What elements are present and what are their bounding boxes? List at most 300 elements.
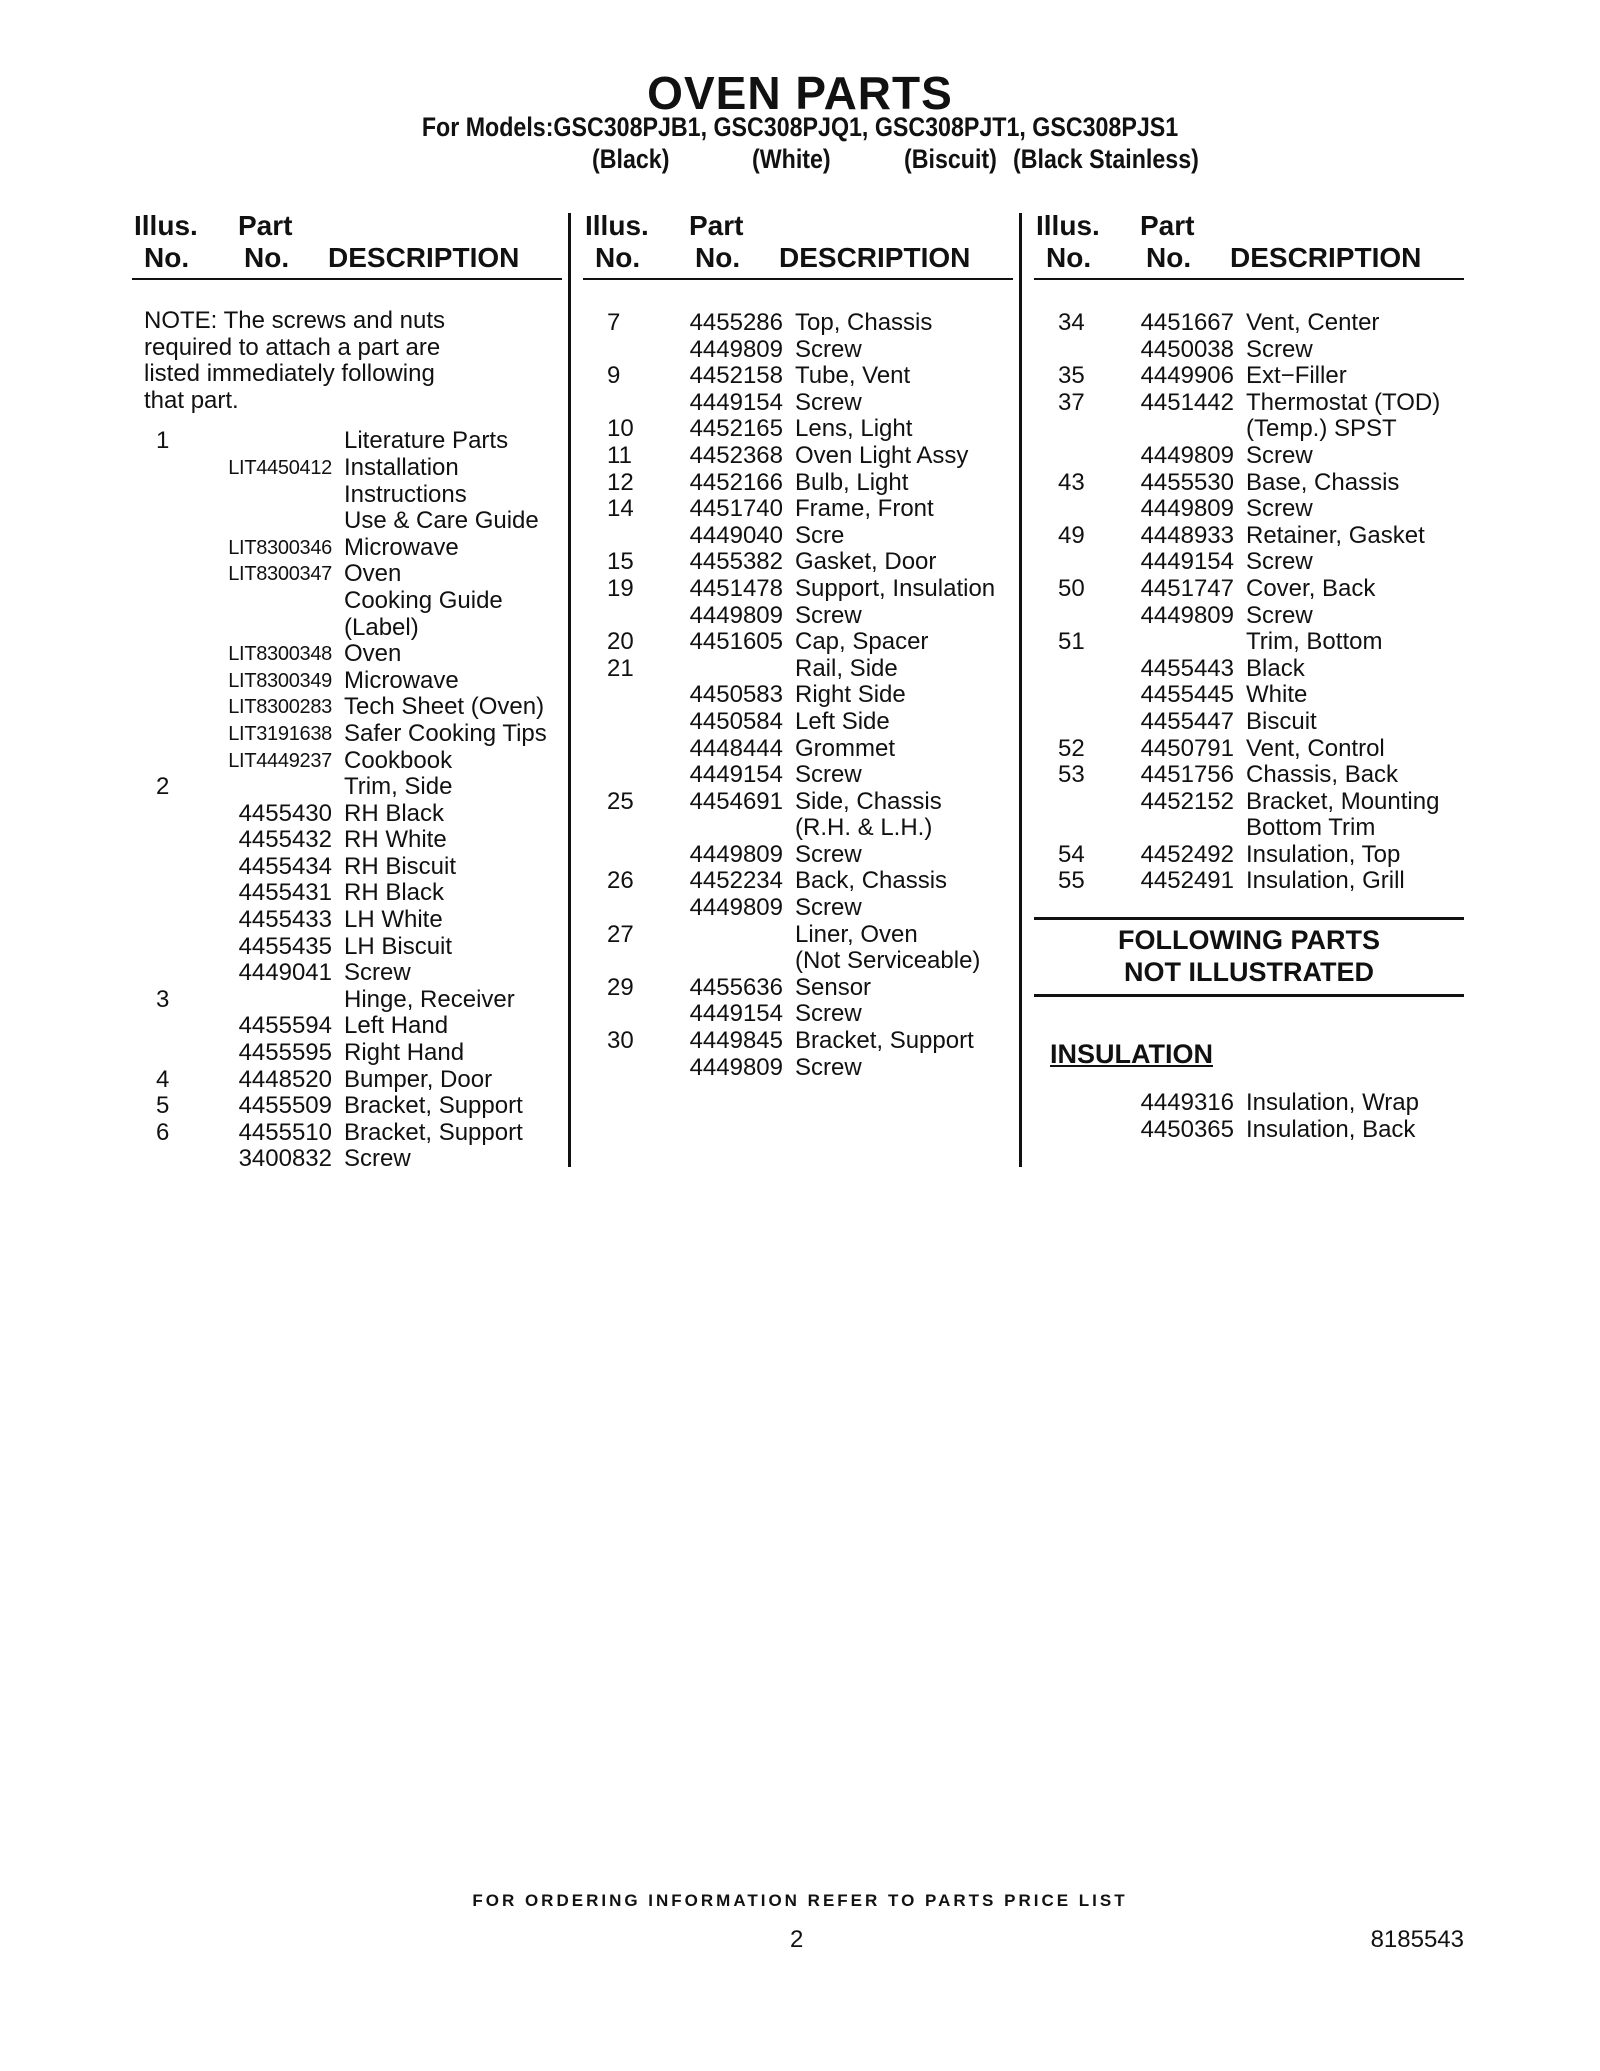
part-row [132,428,562,455]
part-row [1034,443,1464,470]
part-row [1034,603,1464,630]
part-row [1034,1090,1464,1117]
part-description: Chassis, Back [1246,761,1399,789]
illus-number: 29 [607,973,634,1001]
part-description: Left Hand [344,1012,449,1040]
part-row [1034,789,1464,816]
part-row [132,1120,562,1147]
part-number: 4452166 [689,468,783,496]
part-description: (Not Serviceable) [795,947,981,975]
part-row [1034,390,1464,417]
part-row [583,815,1013,842]
illus-number: 43 [1058,468,1085,496]
part-number: 4452491 [1140,867,1234,895]
part-number: LIT8300346 [228,536,332,559]
part-description: Screw [795,601,862,629]
part-description: Side, Chassis [795,787,942,815]
part-row [583,549,1013,576]
illus-number: 2 [156,773,170,801]
screws-note [144,308,562,414]
part-number: 4455509 [238,1092,332,1120]
part-description: Screw [1246,495,1313,523]
part-row [583,416,1013,443]
part-description: Ext−Filler [1246,362,1347,390]
part-number: 4449154 [689,761,783,789]
part-number: 4451667 [1140,309,1234,336]
part-description: Bracket, Support [344,1118,523,1146]
part-row [132,721,562,748]
part-row [1034,363,1464,390]
part-row [132,907,562,934]
part-number: 4455431 [238,879,332,907]
part-number: 4451442 [1140,388,1234,416]
part-description: Screw [344,1145,411,1173]
part-row [1034,868,1464,895]
part-row [1034,310,1464,337]
part-number: 4452165 [689,415,783,443]
illus-number: 54 [1058,840,1085,868]
part-row [132,1146,562,1173]
part-description: Instructions [344,480,467,508]
part-number: 4451740 [689,495,783,523]
illus-number: 10 [607,415,634,443]
part-description: Cookbook [344,746,453,774]
part-row [583,470,1013,497]
part-number: 4451478 [689,574,783,602]
part-row [583,390,1013,417]
part-number: 4449809 [689,840,783,868]
part-number: 4449845 [689,1027,783,1055]
illus-number: 19 [607,574,634,602]
illus-no-label: No. [595,242,641,273]
column-header [583,210,1013,280]
part-row [583,496,1013,523]
part-description: Scre [795,521,845,549]
part-description: Rail, Side [795,654,898,682]
part-label: Part [238,210,293,241]
part-row [1034,709,1464,736]
part-no-label: No. [244,242,290,273]
part-row [1034,470,1464,497]
part-number: 4449154 [1140,548,1234,576]
illus-number: 4 [156,1065,170,1093]
part-row [132,960,562,987]
part-row [583,310,1013,337]
part-description: Sensor [795,973,872,1001]
part-number: 4448444 [689,734,783,762]
part-number: 4450365 [1140,1115,1234,1143]
part-row [583,948,1013,975]
part-number: LIT8300348 [228,643,332,666]
part-row [132,1093,562,1120]
part-row [1034,496,1464,523]
parts-column-1 [132,210,562,1173]
color-white: (White) [752,144,831,174]
color-black: (Black) [592,144,670,174]
part-description: Screw [1246,441,1313,469]
parts-list [132,428,562,1173]
part-row [583,363,1013,390]
part-row [132,668,562,695]
parts-column-2 [583,210,1013,1081]
illus-number: 51 [1058,628,1085,656]
illus-no-label: No. [1046,242,1092,273]
part-description: Insulation, Back [1246,1115,1416,1143]
part-description: Bottom Trim [1246,814,1376,842]
part-description: Literature Parts [344,427,509,455]
part-description: RH Black [344,799,445,827]
part-row [583,443,1013,470]
illus-number: 15 [607,548,634,576]
part-description: Screw [795,388,862,416]
page-number: 2 [790,1926,804,1953]
part-description: Screw [795,761,862,789]
part-description: Liner, Oven [795,920,918,948]
part-row [132,615,562,642]
part-number: 4452158 [689,362,783,390]
illus-number: 7 [607,309,621,336]
part-row [583,656,1013,683]
part-row [132,561,562,588]
part-number: 4450791 [1140,734,1234,762]
not-illustrated-banner [1034,917,1464,997]
part-number: 4449040 [689,521,783,549]
part-row [1034,815,1464,842]
illus-number: 25 [607,787,634,815]
illus-number: 35 [1058,362,1085,390]
note-line: that part. [144,386,239,414]
part-number: 4449809 [1140,601,1234,629]
column-header [132,210,562,280]
part-row [1034,762,1464,789]
part-number: 4452368 [689,441,783,469]
part-description: Bracket, Support [795,1027,974,1055]
part-description: Screw [795,1053,862,1081]
illus-number: 14 [607,495,634,523]
description-label: DESCRIPTION [779,242,971,273]
part-number: 4449809 [689,1053,783,1081]
part-row [1034,549,1464,576]
column-divider [1019,213,1022,1167]
document-number: 8185543 [1370,1926,1464,1953]
part-row [583,1001,1013,1028]
part-description: Insulation, Wrap [1246,1089,1419,1117]
page-title: OVEN PARTS [647,67,953,119]
part-description: Top, Chassis [795,309,933,336]
part-description: Support, Insulation [795,574,996,602]
illus-number: 5 [156,1092,170,1120]
part-row [1034,416,1464,443]
part-description: RH Biscuit [344,852,457,880]
part-row [1034,682,1464,709]
part-row [132,535,562,562]
ordering-note: FOR ORDERING INFORMATION REFER TO PARTS PRICE LIST [472,1891,1128,1910]
part-description: Bracket, Support [344,1092,523,1120]
part-description: Screw [795,1000,862,1028]
part-row [583,709,1013,736]
part-description: Trim, Side [344,773,453,801]
part-number: 4450584 [689,707,783,735]
part-number: LIT8300283 [228,696,332,719]
part-row [583,842,1013,869]
part-row [583,629,1013,656]
description-label: DESCRIPTION [1230,242,1422,273]
part-description: Microwave [344,666,459,694]
part-description: Vent, Control [1246,734,1385,762]
part-description: Screw [1246,548,1313,576]
part-number: 4452234 [689,867,783,895]
illus-number: 11 [607,441,632,469]
part-number: 4452152 [1140,787,1234,815]
part-description: Use & Care Guide [344,507,539,535]
part-label: Part [689,210,744,241]
part-description: Insulation, Top [1246,840,1401,868]
part-row [132,748,562,775]
part-number: 4448520 [238,1065,332,1093]
part-number: 4455595 [238,1039,332,1067]
part-row [1034,842,1464,869]
part-number: 4451747 [1140,574,1234,602]
part-number: 4455445 [1140,681,1234,709]
part-description: Screw [795,335,862,363]
illus-number: 1 [156,427,170,455]
illus-label: Illus. [1036,210,1100,241]
part-row [132,880,562,907]
part-number: 4449041 [238,959,332,987]
part-description: Oven [344,640,402,668]
part-row [1034,576,1464,603]
part-number: 4449809 [689,601,783,629]
illus-number: 12 [607,468,634,496]
part-description: LH White [344,906,443,934]
part-description: Installation [344,453,459,481]
part-number: 4449154 [689,1000,783,1028]
part-number: 4455530 [1140,468,1234,496]
part-number: 3400832 [238,1145,332,1173]
part-description: Base, Chassis [1246,468,1400,496]
part-description: (Temp.) SPST [1246,415,1397,443]
part-description: Screw [795,894,862,922]
part-description: Retainer, Gasket [1246,521,1425,549]
part-description: Bumper, Door [344,1065,493,1093]
part-number: 4455432 [238,826,332,854]
part-row [583,762,1013,789]
part-number: 4450038 [1140,335,1234,363]
illus-number: 6 [156,1118,170,1146]
part-row [583,1055,1013,1082]
part-description: Lens, Light [795,415,913,443]
parts-column-3 [1034,210,1464,1143]
part-number: 4455636 [689,973,783,1001]
part-number: 4455382 [689,548,783,576]
part-description: Hinge, Receiver [344,985,515,1013]
part-row [132,774,562,801]
note-line: required to attach a part are [144,333,441,361]
column-header [1034,210,1464,280]
illus-label: Illus. [585,210,649,241]
part-row [583,576,1013,603]
banner-line: FOLLOWING PARTS [1118,925,1380,956]
part-description: Tech Sheet (Oven) [344,693,545,721]
illus-number: 52 [1058,734,1085,762]
part-description: Right Hand [344,1039,465,1067]
insulation-list [1034,1090,1464,1143]
part-row [583,736,1013,763]
part-description: Biscuit [1246,707,1317,735]
part-description: Microwave [344,533,459,561]
part-number: 4455447 [1140,707,1234,735]
part-description: Screw [344,959,411,987]
part-row [132,508,562,535]
part-row [132,694,562,721]
part-description: White [1246,681,1308,709]
part-row [132,1013,562,1040]
part-number: 4455435 [238,932,332,960]
part-description: Oven Light Assy [795,441,969,469]
part-description: Cover, Back [1246,574,1376,602]
part-row [583,682,1013,709]
part-row [132,934,562,961]
part-number: 4449906 [1140,362,1234,390]
part-number: 4455434 [238,852,332,880]
part-row [583,868,1013,895]
illus-number: 55 [1058,867,1085,895]
parts-list [1034,310,1464,895]
part-number: 4449316 [1140,1089,1234,1117]
part-description: Gasket, Door [795,548,937,576]
part-number: 4451756 [1140,761,1234,789]
part-number: 4455430 [238,799,332,827]
part-description: (Label) [344,613,419,641]
part-row [1034,337,1464,364]
part-description: Frame, Front [795,495,934,523]
illus-number: 30 [607,1027,634,1055]
part-number: 4450583 [689,681,783,709]
illus-number: 34 [1058,309,1085,336]
part-number: 4455443 [1140,654,1234,682]
part-number: LIT8300347 [228,563,332,586]
color-biscuit: (Biscuit) [904,144,997,174]
part-row [132,827,562,854]
part-row [583,895,1013,922]
part-no-label: No. [1146,242,1192,273]
part-description: Cooking Guide [344,586,503,614]
part-number: 4455286 [689,309,783,336]
part-number: 4455594 [238,1012,332,1040]
part-row [132,641,562,668]
part-description: Safer Cooking Tips [344,719,547,747]
color-black-stainless: (Black Stainless) [1013,144,1199,174]
banner-line: NOT ILLUSTRATED [1124,957,1374,988]
part-description: Insulation, Grill [1246,867,1405,895]
part-number: 4449809 [689,894,783,922]
illus-number: 9 [607,362,621,390]
part-number: LIT8300349 [228,669,332,692]
part-number: LIT4449237 [228,749,332,772]
color-list [0,144,1600,180]
part-number: LIT4450412 [228,456,332,479]
part-number: 4449809 [689,335,783,363]
insulation-heading: INSULATION [1050,1039,1213,1070]
description-label: DESCRIPTION [328,242,520,273]
parts-list [583,310,1013,1081]
part-row [583,523,1013,550]
part-number: 4449809 [1140,495,1234,523]
part-row [132,1040,562,1067]
part-description: Oven [344,560,402,588]
part-number: 4449154 [689,388,783,416]
part-description: Black [1246,654,1305,682]
part-row [1034,523,1464,550]
note-line: NOTE: The screws and nuts [144,307,446,334]
part-row [132,1067,562,1094]
part-description: Screw [795,840,862,868]
part-row [583,603,1013,630]
part-description: RH White [344,826,447,854]
part-no-label: No. [695,242,741,273]
part-row [132,854,562,881]
part-description: Screw [1246,601,1313,629]
part-description: RH Black [344,879,445,907]
column-divider [568,213,571,1167]
part-description: Cap, Spacer [795,628,929,656]
part-description: Bulb, Light [795,468,909,496]
illus-number: 49 [1058,521,1085,549]
part-row [583,1028,1013,1055]
part-row [1034,1117,1464,1144]
part-description: Bracket, Mounting [1246,787,1440,815]
model-list: For Models:GSC308PJB1, GSC308PJQ1, GSC308PJT1, GSC308PJS1 [421,112,1179,142]
part-row [583,337,1013,364]
part-row [132,588,562,615]
part-description: Vent, Center [1246,309,1380,336]
illus-number: 27 [607,920,634,948]
part-row [583,975,1013,1002]
part-description: Left Side [795,707,890,735]
illus-number: 3 [156,985,170,1013]
illus-number: 53 [1058,761,1085,789]
part-description: Tube, Vent [795,362,911,390]
part-description: Back, Chassis [795,867,948,895]
part-row [583,922,1013,949]
part-number: 4455433 [238,906,332,934]
part-description: Trim, Bottom [1246,628,1383,656]
illus-number: 26 [607,867,634,895]
note-line: listed immediately following [144,360,435,388]
part-description: Right Side [795,681,906,709]
part-row [132,987,562,1014]
part-row [1034,656,1464,683]
illus-number: 20 [607,628,634,656]
illus-number: 50 [1058,574,1085,602]
part-number: 4448933 [1140,521,1234,549]
part-row [583,789,1013,816]
part-number: 4455510 [238,1118,332,1146]
part-number: LIT3191638 [228,722,332,745]
part-row [132,801,562,828]
part-row [1034,629,1464,656]
part-row [132,482,562,509]
part-description: (R.H. & L.H.) [795,814,933,842]
part-description: LH Biscuit [344,932,453,960]
illus-no-label: No. [144,242,190,273]
part-number: 4454691 [689,787,783,815]
illus-number: 21 [607,654,634,682]
part-number: 4452492 [1140,840,1234,868]
illus-number: 37 [1058,388,1085,416]
part-row [1034,736,1464,763]
part-number: 4449809 [1140,441,1234,469]
